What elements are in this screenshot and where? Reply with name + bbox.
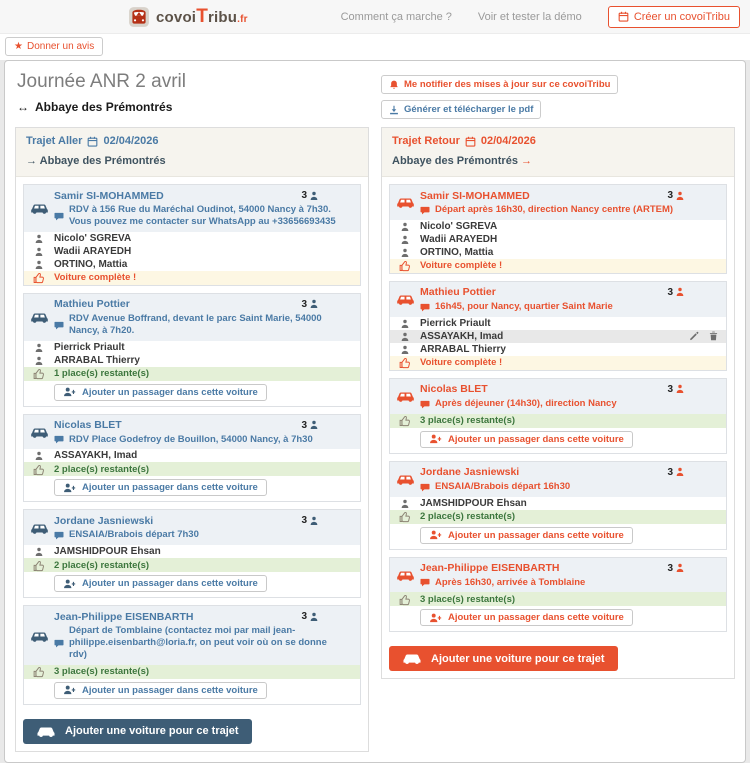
add-passenger-button[interactable] bbox=[420, 431, 633, 448]
status-row bbox=[390, 414, 726, 428]
passenger-row[interactable] bbox=[24, 341, 360, 354]
passenger-row[interactable] bbox=[390, 497, 726, 510]
comment-icon bbox=[54, 530, 64, 541]
page-route bbox=[17, 100, 381, 114]
passenger-row[interactable] bbox=[24, 258, 360, 271]
seats-indicator bbox=[667, 563, 684, 574]
car-icon bbox=[396, 190, 415, 216]
person-icon bbox=[35, 260, 43, 270]
create-covoitribu-label: Créer un covoiTribu bbox=[633, 10, 730, 23]
column-date: 02/04/2026 bbox=[480, 135, 536, 147]
car-icon bbox=[396, 467, 415, 493]
status-row bbox=[24, 367, 360, 381]
add-passenger-label: Ajouter un passager dans cette voiture bbox=[448, 529, 624, 541]
person-icon bbox=[310, 420, 318, 430]
both-ways-arrow-icon: ↔ bbox=[17, 100, 29, 114]
add-passenger-label: Ajouter un passager dans cette voiture bbox=[82, 482, 258, 494]
driver-name[interactable]: Jean-Philippe EISENBARTH bbox=[420, 562, 560, 574]
column-footer bbox=[382, 639, 734, 678]
comment-icon bbox=[420, 399, 430, 410]
seats-indicator bbox=[667, 384, 684, 395]
person-plus-icon bbox=[429, 530, 442, 540]
add-passenger-button[interactable] bbox=[54, 682, 267, 699]
passenger-actions bbox=[689, 331, 718, 341]
car-card bbox=[389, 557, 727, 633]
seats-indicator bbox=[301, 611, 318, 622]
car-icon bbox=[396, 287, 415, 313]
comment-icon bbox=[420, 302, 430, 313]
person-plus-icon bbox=[63, 387, 76, 397]
card-header bbox=[24, 510, 360, 545]
add-passenger-row bbox=[24, 476, 360, 501]
give-feedback-label: Donner un avis bbox=[26, 41, 95, 52]
comment-icon bbox=[54, 314, 64, 337]
driver-row bbox=[420, 466, 718, 479]
driver-comment bbox=[54, 204, 352, 228]
person-plus-icon bbox=[429, 613, 442, 623]
passenger-row[interactable] bbox=[390, 246, 726, 259]
add-passenger-label: Ajouter un passager dans cette voiture bbox=[82, 684, 258, 696]
delete-passenger-icon[interactable] bbox=[709, 331, 718, 341]
person-icon bbox=[676, 563, 684, 573]
site-logo-text: covoiTribu.fr bbox=[156, 5, 248, 27]
status-label: Voiture complète ! bbox=[54, 272, 137, 284]
driver-name[interactable]: Jordane Jasniewski bbox=[54, 514, 154, 527]
calendar-icon bbox=[465, 136, 476, 147]
route-arrow-icon: → bbox=[26, 155, 37, 167]
passenger-name: Nicolo' SGREVA bbox=[420, 220, 498, 232]
give-feedback-button[interactable] bbox=[5, 37, 103, 56]
person-icon bbox=[35, 343, 43, 353]
thumbs-up-icon bbox=[399, 415, 411, 427]
passenger-row[interactable] bbox=[24, 245, 360, 258]
driver-comment-text: Après 16h30, arrivée à Tomblaine bbox=[435, 576, 586, 588]
driver-comment-text: RDV Avenue Boffrand, devant le parc Saint Marie, 54000 Nancy, à 7h20. bbox=[69, 312, 322, 336]
passenger-name: ARRABAL Thierry bbox=[420, 343, 506, 355]
status-label: 3 place(s) restante(s) bbox=[420, 415, 516, 427]
route-label: Abbaye des Prémontrés bbox=[392, 155, 518, 167]
car-icon bbox=[396, 384, 415, 410]
person-icon bbox=[310, 516, 318, 526]
driver-row bbox=[420, 562, 718, 575]
column-title bbox=[392, 135, 724, 147]
download-pdf-button[interactable] bbox=[381, 100, 541, 119]
column-route bbox=[26, 155, 358, 167]
passenger-row[interactable] bbox=[390, 233, 726, 246]
add-car-button[interactable] bbox=[389, 646, 618, 671]
passenger-list bbox=[24, 449, 360, 462]
person-icon bbox=[676, 191, 684, 201]
person-icon bbox=[310, 299, 318, 309]
edit-passenger-icon[interactable] bbox=[689, 331, 699, 341]
top-navigation bbox=[341, 6, 740, 28]
passenger-name: JAMSHIDPOUR Ehsan bbox=[420, 497, 527, 509]
card-header bbox=[390, 185, 726, 220]
add-passenger-row bbox=[24, 679, 360, 704]
passenger-list bbox=[24, 341, 360, 367]
car-card bbox=[23, 509, 361, 598]
add-passenger-label: Ajouter un passager dans cette voiture bbox=[448, 612, 624, 624]
driver-comment-text: 16h45, pour Nancy, quartier Saint Marie bbox=[435, 300, 613, 312]
driver-comment-text: Départ de Tomblaine (contactez moi par mail jean-philippe.eisenbarth@loria.fr, on peut voir où on se donne rdv) bbox=[69, 625, 327, 660]
trip-columns bbox=[13, 127, 737, 752]
notify-updates-button[interactable] bbox=[381, 75, 618, 94]
star-icon: ★ bbox=[14, 41, 23, 52]
card-header bbox=[24, 415, 360, 450]
person-plus-icon bbox=[429, 434, 442, 444]
thumbs-up-icon bbox=[33, 666, 45, 678]
person-icon bbox=[35, 451, 43, 461]
card-header bbox=[390, 379, 726, 414]
comment-icon bbox=[420, 578, 430, 589]
site-logo[interactable] bbox=[128, 6, 248, 28]
driver-comment bbox=[54, 434, 352, 446]
seats-count: 3 bbox=[301, 611, 307, 623]
person-plus-icon bbox=[63, 483, 76, 493]
driver-name[interactable]: Samir SI-MOHAMMED bbox=[54, 189, 164, 202]
passenger-name: Wadii ARAYEDH bbox=[420, 233, 498, 245]
column-date: 02/04/2026 bbox=[103, 135, 159, 147]
create-covoitribu-button[interactable] bbox=[608, 6, 740, 28]
passenger-name: ORTINO, Mattia bbox=[420, 246, 494, 258]
person-icon bbox=[676, 287, 684, 297]
seats-indicator bbox=[301, 420, 318, 431]
add-passenger-button[interactable] bbox=[54, 575, 267, 592]
driver-row bbox=[54, 298, 352, 311]
car-icon bbox=[30, 190, 49, 228]
driver-comment bbox=[420, 398, 718, 410]
driver-name[interactable]: Samir SI-MOHAMMED bbox=[420, 189, 530, 202]
panel-actions bbox=[381, 71, 733, 119]
seats-indicator bbox=[667, 467, 684, 478]
person-icon bbox=[35, 547, 43, 557]
add-passenger-label: Ajouter un passager dans cette voiture bbox=[448, 433, 624, 445]
card-header bbox=[24, 185, 360, 232]
nav-how-it-works[interactable]: Comment ça marche ? bbox=[340, 10, 452, 23]
driver-comment bbox=[54, 625, 352, 661]
passenger-list bbox=[390, 220, 726, 259]
thumbs-up-icon bbox=[33, 560, 45, 572]
status-label: Voiture complète ! bbox=[420, 357, 503, 369]
passenger-name: ARRABAL Thierry bbox=[54, 354, 140, 366]
driver-comment bbox=[54, 529, 352, 541]
passenger-list bbox=[390, 317, 726, 356]
bell-icon bbox=[389, 80, 399, 90]
status-row bbox=[24, 665, 360, 679]
column-title-label: Trajet Retour bbox=[392, 135, 460, 147]
seats-count: 3 bbox=[667, 286, 673, 298]
seats-count: 3 bbox=[667, 466, 673, 478]
person-icon bbox=[676, 467, 684, 477]
passenger-name: Pierrick Priault bbox=[420, 317, 491, 329]
seats-indicator bbox=[667, 190, 684, 201]
person-icon bbox=[401, 235, 409, 245]
passenger-row[interactable] bbox=[390, 330, 726, 343]
passenger-name: Nicolo' SGREVA bbox=[54, 232, 132, 244]
person-icon bbox=[310, 191, 318, 201]
seats-count: 3 bbox=[301, 190, 307, 201]
passenger-list bbox=[24, 232, 360, 271]
add-passenger-row bbox=[390, 524, 726, 549]
route-arrow-icon: → bbox=[521, 155, 532, 167]
site-header bbox=[0, 0, 750, 34]
bus-logo-icon bbox=[128, 6, 150, 28]
person-icon bbox=[676, 384, 684, 394]
comment-icon bbox=[420, 205, 430, 216]
thumbs-up-icon bbox=[33, 272, 45, 284]
comment-icon bbox=[420, 482, 430, 493]
driver-comment-text: RDV à 156 Rue du Maréchal Oudinot, 54000 Nancy à 7h30. Vous pouvez me contacter sur WhatsApp au +33656693435 bbox=[69, 204, 336, 227]
column-title-label: Trajet Aller bbox=[26, 135, 83, 147]
comment-icon bbox=[54, 205, 64, 228]
status-label: Voiture complète ! bbox=[420, 260, 503, 272]
feedback-strip bbox=[0, 34, 750, 60]
status-label: 2 place(s) restante(s) bbox=[54, 559, 150, 571]
notify-updates-label: Me notifier des mises à jour sur ce covoiTribu bbox=[404, 79, 611, 90]
person-icon bbox=[401, 345, 409, 355]
car-card bbox=[389, 378, 727, 454]
person-icon bbox=[401, 499, 409, 509]
car-card bbox=[389, 184, 727, 274]
driver-comment-text: RDV Place Godefroy de Bouillon, 54000 Nancy, à 7h30 bbox=[69, 433, 313, 445]
driver-row bbox=[54, 419, 352, 432]
driver-row bbox=[420, 383, 718, 396]
download-icon bbox=[389, 105, 399, 115]
driver-comment bbox=[420, 301, 718, 313]
car-card bbox=[23, 414, 361, 503]
car-card bbox=[389, 281, 727, 371]
status-label: 2 place(s) restante(s) bbox=[54, 463, 150, 475]
add-car-label: Ajouter une voiture pour ce trajet bbox=[65, 725, 239, 738]
car-icon bbox=[30, 515, 49, 541]
thumbs-up-icon bbox=[399, 357, 411, 369]
car-card bbox=[23, 184, 361, 286]
card-header bbox=[24, 606, 360, 665]
driver-row bbox=[420, 286, 718, 299]
column-title bbox=[26, 135, 358, 147]
seats-count: 3 bbox=[667, 562, 673, 574]
driver-comment bbox=[420, 204, 718, 216]
seats-count: 3 bbox=[301, 515, 307, 527]
status-row bbox=[390, 510, 726, 524]
status-label: 2 place(s) restante(s) bbox=[420, 511, 516, 522]
thumbs-up-icon bbox=[33, 368, 45, 380]
person-icon bbox=[401, 319, 409, 329]
column-header bbox=[16, 128, 368, 177]
seats-indicator bbox=[301, 190, 318, 201]
car-card bbox=[23, 605, 361, 705]
add-passenger-button[interactable] bbox=[420, 609, 633, 626]
driver-comment bbox=[420, 481, 718, 493]
thumbs-up-icon bbox=[399, 260, 411, 272]
person-icon bbox=[401, 222, 409, 232]
thumbs-up-icon bbox=[399, 511, 411, 523]
add-passenger-button[interactable] bbox=[54, 384, 267, 401]
add-passenger-row bbox=[24, 572, 360, 597]
status-label: 3 place(s) restante(s) bbox=[54, 666, 150, 678]
passenger-row[interactable] bbox=[390, 317, 726, 330]
person-icon bbox=[35, 356, 43, 366]
card-header bbox=[390, 558, 726, 593]
status-row bbox=[24, 558, 360, 572]
status-row bbox=[390, 259, 726, 273]
car-card bbox=[23, 293, 361, 407]
car-icon bbox=[30, 611, 49, 661]
person-icon bbox=[35, 247, 43, 257]
car-list bbox=[16, 177, 368, 712]
column-route bbox=[392, 155, 724, 167]
passenger-name: Pierrick Priault bbox=[54, 341, 125, 353]
person-icon bbox=[35, 234, 43, 244]
car-card bbox=[389, 461, 727, 550]
page-title: Journée ANR 2 avril bbox=[17, 71, 186, 92]
passenger-list bbox=[390, 497, 726, 510]
passenger-name: ASSAYAKH, Imad bbox=[54, 450, 138, 462]
passenger-row[interactable] bbox=[390, 220, 726, 233]
driver-name[interactable]: Mathieu Pottier bbox=[420, 286, 496, 299]
person-icon bbox=[401, 248, 409, 258]
driver-name[interactable]: Nicolas BLET bbox=[420, 383, 488, 396]
driver-comment bbox=[420, 577, 718, 589]
status-label: 1 place(s) restante(s) bbox=[54, 368, 150, 379]
passenger-row[interactable] bbox=[24, 232, 360, 245]
car-icon bbox=[30, 299, 49, 337]
driver-row bbox=[54, 514, 352, 527]
column-footer bbox=[16, 712, 368, 751]
calendar-icon bbox=[618, 11, 629, 22]
trip-column-retour bbox=[381, 127, 735, 679]
add-passenger-label: Ajouter un passager dans cette voiture bbox=[82, 578, 258, 590]
add-passenger-button[interactable] bbox=[420, 527, 633, 544]
card-header bbox=[24, 294, 360, 341]
main-panel bbox=[4, 60, 746, 763]
person-icon bbox=[310, 612, 318, 622]
add-passenger-row bbox=[390, 428, 726, 453]
nav-test-demo[interactable]: Voir et tester la démo bbox=[477, 10, 582, 23]
thumbs-up-icon bbox=[399, 594, 411, 606]
column-header bbox=[382, 128, 734, 177]
add-passenger-row bbox=[390, 606, 726, 631]
status-row bbox=[390, 356, 726, 370]
download-pdf-label: Générer et télécharger le pdf bbox=[404, 104, 534, 115]
driver-row bbox=[54, 189, 352, 202]
driver-comment-text: ENSAIA/Brabois départ 16h30 bbox=[435, 480, 571, 492]
driver-comment bbox=[54, 313, 352, 337]
add-car-label: Ajouter une voiture pour ce trajet bbox=[431, 652, 605, 665]
seats-count: 3 bbox=[667, 383, 673, 395]
driver-name[interactable]: Jordane Jasniewski bbox=[420, 466, 520, 479]
route-label: Abbaye des Prémontrés bbox=[39, 155, 166, 167]
car-icon bbox=[30, 420, 49, 446]
car-list bbox=[382, 177, 734, 639]
status-label: 3 place(s) restante(s) bbox=[420, 593, 516, 605]
seats-indicator bbox=[301, 299, 318, 310]
status-row bbox=[24, 462, 360, 476]
passenger-name: ASSAYAKH, Imad bbox=[420, 330, 504, 342]
passenger-row[interactable] bbox=[390, 343, 726, 356]
driver-comment-text: Départ après 16h30, direction Nancy centre (ARTEM) bbox=[435, 204, 674, 215]
add-passenger-label: Ajouter un passager dans cette voiture bbox=[82, 386, 258, 398]
comment-icon bbox=[54, 626, 64, 661]
car-plus-icon bbox=[402, 652, 422, 665]
driver-name[interactable]: Mathieu Pottier bbox=[54, 298, 130, 311]
seats-indicator bbox=[667, 287, 684, 298]
calendar-icon bbox=[87, 136, 98, 147]
person-plus-icon bbox=[63, 685, 76, 695]
seats-indicator bbox=[301, 515, 318, 526]
status-row bbox=[390, 592, 726, 606]
seats-count: 3 bbox=[667, 190, 673, 201]
add-passenger-row bbox=[24, 381, 360, 406]
thumbs-up-icon bbox=[33, 464, 45, 476]
passenger-row[interactable] bbox=[24, 354, 360, 367]
trip-column-aller bbox=[15, 127, 369, 752]
passenger-row[interactable] bbox=[24, 545, 360, 558]
passenger-list bbox=[24, 545, 360, 558]
card-header bbox=[390, 462, 726, 497]
seats-count: 3 bbox=[301, 298, 307, 310]
car-icon bbox=[396, 563, 415, 589]
driver-row bbox=[54, 610, 352, 623]
card-header bbox=[390, 282, 726, 317]
comment-icon bbox=[54, 435, 64, 446]
add-passenger-button[interactable] bbox=[54, 479, 267, 496]
driver-comment-text: ENSAIA/Brabois départ 7h30 bbox=[69, 529, 199, 541]
person-icon bbox=[401, 332, 409, 342]
seats-count: 3 bbox=[301, 419, 307, 431]
panel-header bbox=[13, 69, 737, 127]
driver-row bbox=[420, 189, 718, 202]
passenger-name: Wadii ARAYEDH bbox=[54, 245, 132, 257]
driver-name[interactable]: Jean-Philippe EISENBARTH bbox=[54, 610, 194, 623]
passenger-name: ORTINO, Mattia bbox=[54, 258, 128, 270]
car-plus-icon bbox=[36, 725, 56, 738]
driver-comment-text: Après déjeuner (14h30), direction Nancy bbox=[435, 397, 617, 409]
person-plus-icon bbox=[63, 579, 76, 589]
page-route-label: Abbaye des Prémontrés bbox=[35, 100, 173, 114]
status-row bbox=[24, 271, 360, 285]
add-car-button[interactable] bbox=[23, 719, 252, 744]
passenger-row[interactable] bbox=[24, 449, 360, 462]
driver-name[interactable]: Nicolas BLET bbox=[54, 419, 122, 431]
passenger-name: JAMSHIDPOUR Ehsan bbox=[54, 546, 161, 558]
